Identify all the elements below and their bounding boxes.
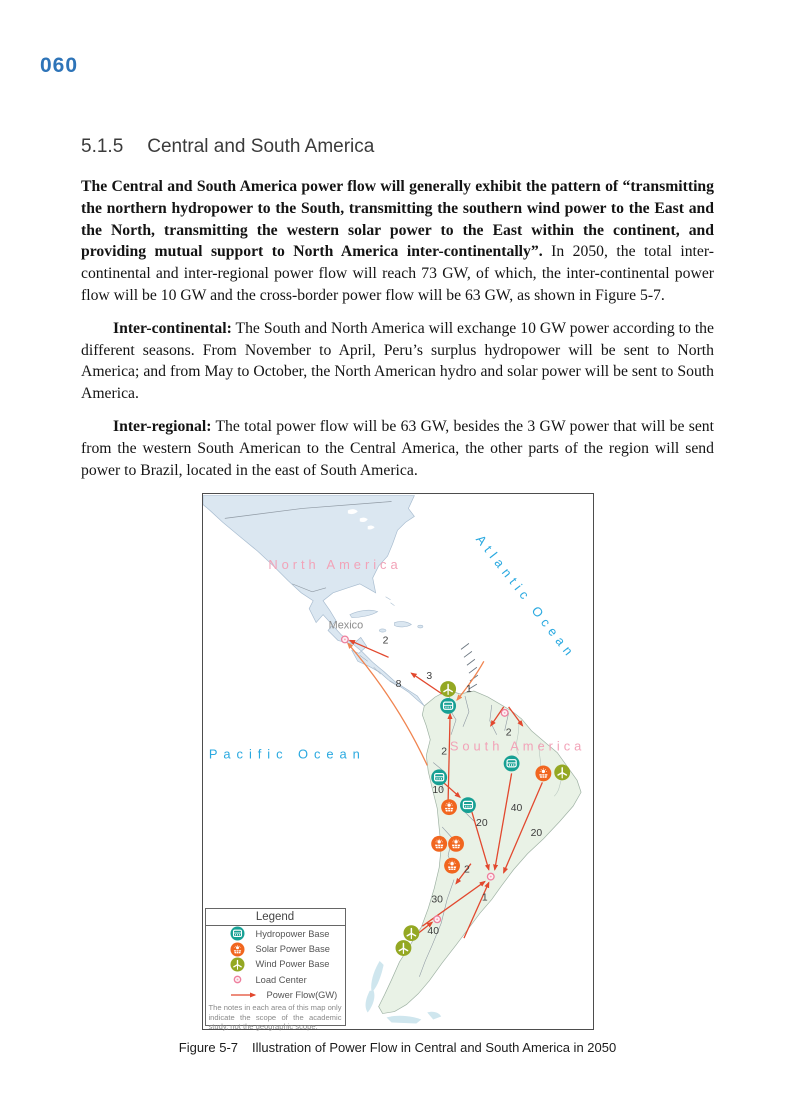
ocean-label: Atlantic Ocean [472, 532, 579, 663]
intro-paragraph [81, 176, 714, 307]
power-flow-value: 20 [530, 828, 542, 840]
load-center-marker [487, 874, 494, 881]
interregional-label: Inter-regional: [113, 417, 212, 435]
intro-paragraph-text: In 2050, the total inter-continental and inter-regional power flow will reach 73 GW, of which, the inter-continental power flow will be 10 GW and the cross-border power flow will be 63 GW, as shown in Figure 5-7. [81, 243, 714, 304]
power-flow-arrow-icon [230, 987, 262, 1002]
power-flow-value: 2 [463, 864, 470, 876]
power-flow-value: 3 [425, 671, 432, 683]
figure-caption-label: Figure 5-7 [178, 1040, 239, 1056]
wind-power-base-icon [440, 681, 456, 697]
solar-power-base-icon [441, 800, 457, 816]
load-center-icon [230, 972, 245, 987]
legend-label: Solar Power Base [255, 944, 330, 955]
legend-row-hydro [206, 926, 345, 941]
ocean-label: Pacific Ocean [208, 746, 366, 762]
figure-caption [81, 1040, 714, 1055]
section-heading [81, 136, 714, 158]
power-flow-value: 40 [510, 803, 522, 815]
wind-power-base-icon [230, 957, 244, 971]
wind-power-base-icon [395, 940, 411, 956]
legend-label: Wind Power Base [255, 959, 330, 970]
legend-row-flow [206, 987, 345, 1002]
map-legend [205, 908, 346, 1032]
wind-power-base-icon [230, 957, 245, 972]
hydropower-base-icon [230, 926, 245, 941]
power-flow-value: 10 [431, 785, 444, 797]
solar-power-base-icon [448, 836, 464, 852]
load-center-marker [433, 916, 440, 923]
interregional-text: The total power flow will be 63 GW, besides the 3 GW power that will be sent from the western South American to the Central America, the other parts of the region will send power to Brazil, located in the east of South America. [81, 417, 714, 479]
hydro-power-base-icon [460, 798, 476, 814]
legend-label: Power Flow(GW) [266, 989, 338, 1000]
legend-note: The notes in each area of this map only indicate the scope of the academic study, not the geographic scope. [208, 1003, 342, 1032]
load-center-marker [501, 710, 508, 717]
power-flow-map [202, 493, 594, 1030]
continent-label: North America [267, 557, 402, 573]
legend-row-load [206, 972, 345, 987]
legend-label: Hydropower Base [255, 928, 330, 939]
page-content [81, 136, 714, 1055]
interregional-paragraph [81, 416, 714, 481]
power-flow-value: 1 [481, 892, 488, 904]
hydro-power-base-icon [440, 698, 456, 714]
intercontinental-text: The South and North America will exchange 10 GW power according to the different seasons. From November to April, Peru’s surplus hydropower will be sent to North America; and from May to October, the North American hydro and solar power will be sent to South America. [81, 319, 714, 403]
solar-power-base-icon [535, 766, 551, 782]
figure [81, 493, 714, 1055]
intro-paragraph-bold: The Central and South America power flow will generally exhibit the pattern of “transmitting the northern hydropower to the South, transmitting the southern wind power to the East and the North, transmitting the western solar power to the East within the continent, and providing mutual support to North America inter-continentally”. [81, 178, 714, 261]
continent-label: South America [449, 738, 585, 754]
solar-power-base-icon [431, 836, 447, 852]
legend-title: Legend [206, 909, 345, 926]
intercontinental-label: Inter-continental: [113, 319, 232, 337]
power-flow-value: 8 [395, 679, 401, 691]
wind-power-base-icon [554, 765, 570, 781]
legend-row-wind [206, 957, 345, 972]
intercontinental-paragraph [81, 318, 714, 405]
legend-row-solar [206, 942, 345, 957]
section-title: Central and South America [147, 136, 375, 157]
power-flow-value: 2 [382, 635, 388, 647]
section-number: 5.1.5 [81, 136, 124, 157]
solar-power-base-icon [230, 942, 245, 957]
solar-power-base-icon [444, 858, 460, 874]
power-flow-value: 2 [505, 728, 512, 740]
power-flow-value: 40 [426, 926, 439, 938]
wind-power-base-icon [403, 926, 419, 942]
page-number: 060 [40, 54, 79, 77]
north-america-landmass [203, 496, 424, 706]
power-flow-value: 2 [440, 746, 447, 758]
solar-power-base-icon [230, 942, 244, 956]
load-center-marker [341, 636, 348, 643]
power-flow-value: 30 [430, 894, 443, 906]
hydro-power-base-icon [431, 770, 447, 786]
load-power-base-icon [234, 976, 240, 982]
figure-caption-text: Illustration of Power Flow in Central and South America in 2050 [252, 1040, 617, 1056]
lesser-antilles-hatch [461, 644, 478, 690]
power-flow-value: 1 [465, 684, 472, 696]
hydro-power-base-icon [503, 756, 519, 772]
hydro-power-base-icon [230, 927, 244, 941]
power-flow-value: 20 [475, 818, 488, 830]
legend-label: Load Center [255, 974, 307, 985]
place-label: Mexico [328, 619, 363, 632]
